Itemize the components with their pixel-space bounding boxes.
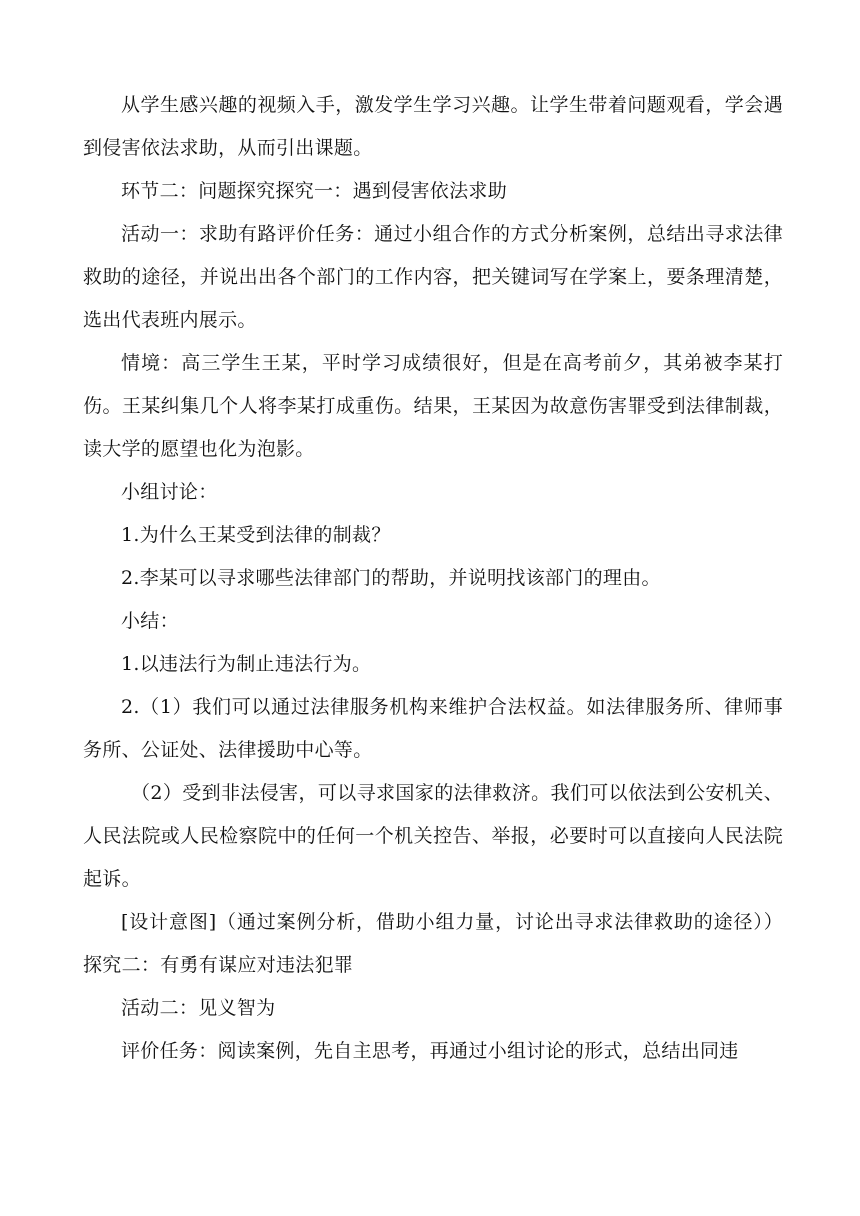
document-body	[83, 84, 783, 1073]
list-item: 2.李某可以寻求哪些法律部门的帮助，并说明找该部门的理由。	[121, 567, 661, 589]
paragraph: 从学生感兴趣的视频入手，激发学生学习兴趣。让学生带着问题观看，学会遇到侵害依法求助，从而引出课题。	[83, 94, 783, 159]
paragraph: [设计意图]（通过案例分析，借助小组力量，讨论出寻求法律救助的途径））探究二：有勇有谋应对违法犯罪	[83, 911, 783, 976]
paragraph: 情境：高三学生王某，平时学习成绩很好，但是在高考前夕，其弟被李某打伤。王某纠集几个人将李某打成重伤。结果，王某因为故意伤害罪受到法律制裁，读大学的愿望也化为泡影。	[83, 352, 783, 460]
paragraph: 小结：	[121, 610, 179, 632]
list-item: 1.以违法行为制止违法行为。	[121, 653, 372, 675]
list-item: （2）受到非法侵害，可以寻求国家的法律救济。我们可以依法到公安机关、人民法院或人民检察院中的任何一个机关控告、举报，必要时可以直接向人民法院起诉。	[83, 782, 783, 890]
paragraph: 小组讨论：	[121, 481, 218, 503]
paragraph: 活动二：见义智为	[121, 997, 276, 1019]
paragraph: 活动一：求助有路评价任务：通过小组合作的方式分析案例，总结出寻求法律救助的途径，并说出出各个部门的工作内容，把关键词写在学案上，要条理清楚，选出代表班内展示。	[83, 223, 783, 331]
section-heading: 环节二：问题探究探究一：遇到侵害依法求助	[121, 180, 508, 202]
list-item: 2.（1）我们可以通过法律服务机构来维护合法权益。如法律服务所、律师事务所、公证处、法律援助中心等。	[83, 696, 783, 761]
list-item: 1.为什么王某受到法律的制裁？	[121, 524, 391, 546]
paragraph: 评价任务：阅读案例，先自主思考，再通过小组讨论的形式，总结出同违	[121, 1040, 739, 1062]
